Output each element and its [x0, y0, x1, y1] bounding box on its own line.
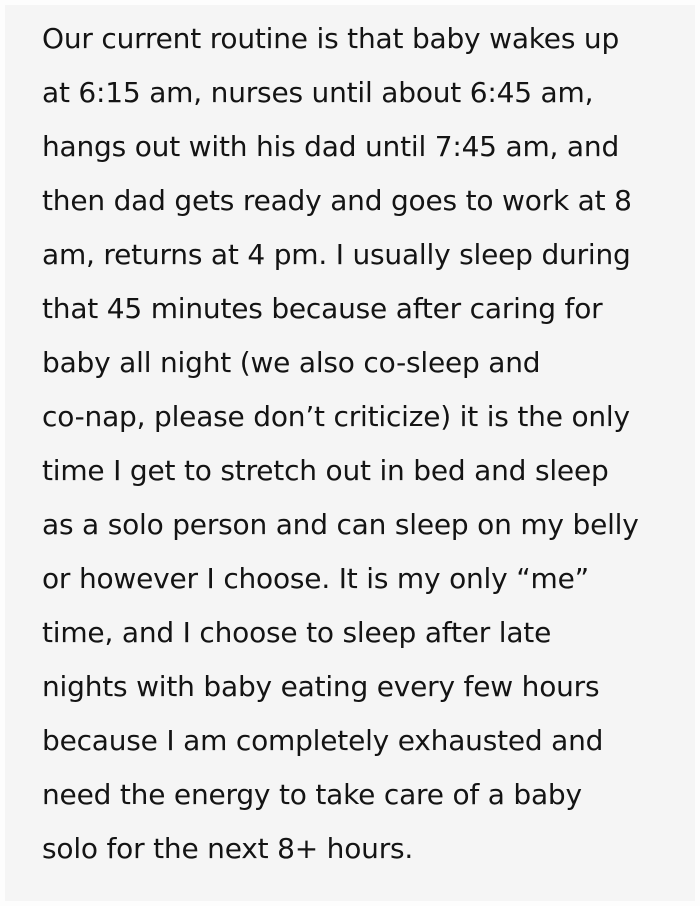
post-background — [5, 5, 695, 901]
post-text-line: as a solo person and can sleep on my belly — [42, 508, 639, 541]
post-text-line: or however I choose. It is my only “me” — [42, 562, 589, 595]
post-text-line: hangs out with his dad until 7:45 am, and — [42, 130, 620, 163]
post-text-line: at 6:15 am, nurses until about 6:45 am, — [42, 76, 594, 109]
post-text-line: Our current routine is that baby wakes up — [42, 22, 620, 55]
post-text-line: nights with baby eating every few hours — [42, 670, 600, 703]
post-text-line: need the energy to take care of a baby — [42, 778, 582, 811]
post-text-line: co-nap, please don’t criticize) it is the only — [42, 400, 630, 433]
post-text-line: time, and I choose to sleep after late — [42, 616, 552, 649]
post-text-line: baby all night (we also co-sleep and — [42, 346, 541, 379]
post-text-line: am, returns at 4 pm. I usually sleep during — [42, 238, 631, 271]
post-text-line: time I get to stretch out in bed and sleep — [42, 454, 609, 487]
post-text-line: solo for the next 8+ hours. — [42, 832, 414, 865]
post-text-line: then dad gets ready and goes to work at 8 — [42, 184, 632, 217]
post-text-line: because I am completely exhausted and — [42, 724, 604, 757]
post-text — [5, 5, 695, 876]
post-text-line: that 45 minutes because after caring for — [42, 292, 603, 325]
